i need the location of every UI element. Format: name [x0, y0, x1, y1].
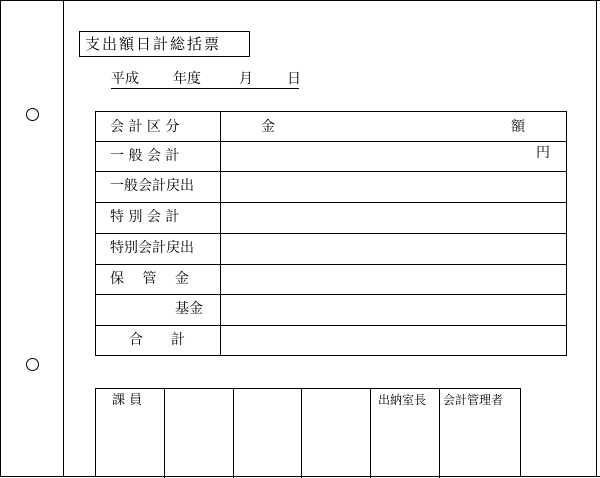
header-category: 会 計 区 分: [110, 119, 180, 135]
binding-margin-line: [63, 0, 64, 477]
row-unit-yen: 円: [536, 145, 550, 161]
date-era: 平成: [111, 71, 139, 87]
approval-cell-staff: 課 員: [112, 393, 143, 408]
date-line: [111, 70, 299, 89]
row-divider: [96, 294, 566, 295]
page-border-top: [0, 0, 600, 1]
header-amount-right: 額: [511, 119, 525, 135]
row-label-custody: 保 管 金: [110, 271, 189, 287]
approval-divider: [439, 389, 440, 478]
row-label-special: 特 別 会 計: [110, 209, 180, 225]
approval-cell-blank-1[interactable]: [165, 389, 232, 477]
approval-table: [95, 388, 521, 477]
date-year-label: 年度: [173, 71, 201, 87]
punch-hole-top: [26, 108, 39, 121]
row-label-total: 合 計: [129, 332, 185, 348]
row-label-special-refund: 特別会計戻出: [110, 240, 194, 256]
approval-cell-accounting-manager: 会計管理者: [443, 393, 504, 407]
page-border-right: [596, 0, 597, 477]
date-day-label: 日: [287, 71, 301, 87]
approval-cell-blank-2[interactable]: [234, 389, 300, 477]
summary-table: [95, 111, 567, 356]
approval-cell-blank-3[interactable]: [302, 389, 369, 477]
form-title: 支出額日計総括票: [79, 31, 250, 57]
punch-hole-bottom: [26, 358, 39, 371]
header-amount-left: 金: [261, 119, 275, 135]
row-label-general-refund: 一般会計戻出: [110, 178, 194, 194]
approval-cell-treasurer: 出納室長: [378, 393, 427, 407]
row-label-fund: 基金: [175, 301, 203, 317]
row-label-general: 一 般 会 計: [110, 148, 180, 164]
page-border-left: [0, 0, 1, 477]
date-month-label: 月: [239, 71, 253, 87]
approval-divider: [370, 389, 371, 478]
